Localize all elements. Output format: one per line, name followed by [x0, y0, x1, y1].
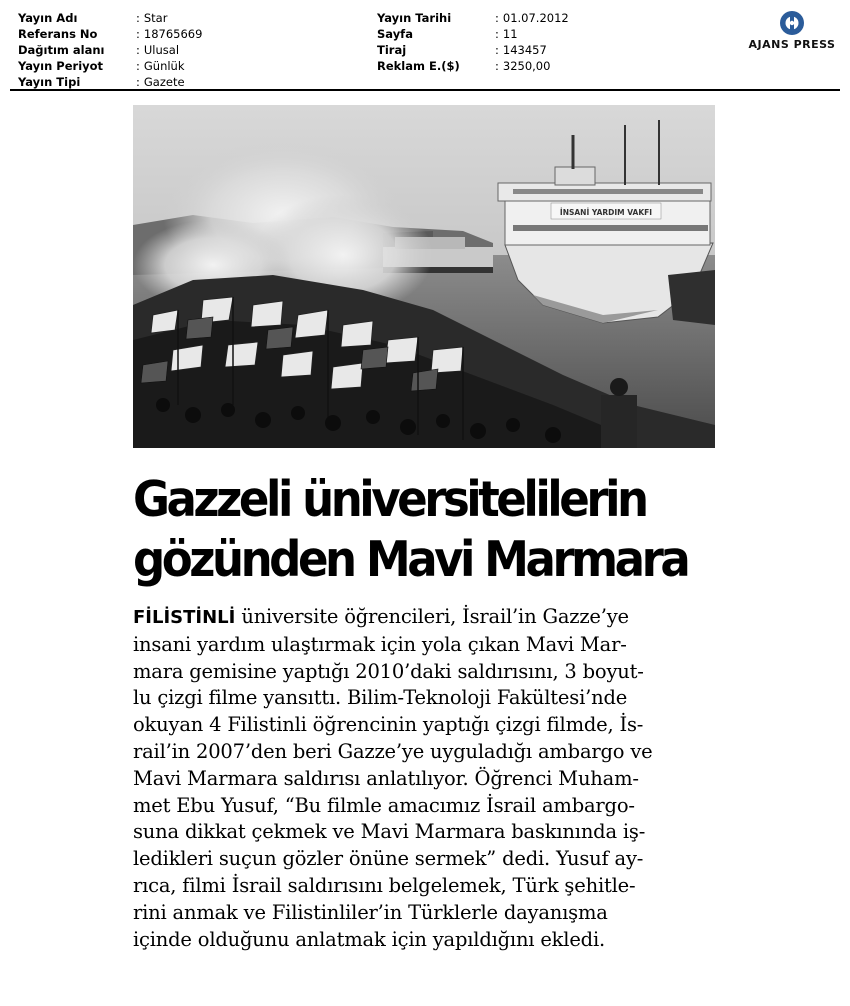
- article-line: suna dikkat çekmek ve Mavi Marmara baskınında iş-: [133, 820, 646, 844]
- first-line-text: üniversite öğrencileri, İsrail’in Gazze’ye: [235, 605, 629, 628]
- article-line: rini anmak ve Filistinliler’in Türklerle dayanışma: [133, 900, 608, 924]
- info-label: Referans No: [18, 27, 98, 41]
- article-body: [133, 604, 693, 953]
- info-row-date: [377, 10, 569, 26]
- info-label: Yayın Adı: [18, 11, 78, 25]
- ship-banner-text: İNSANİ YARDIM VAKFI: [559, 208, 653, 217]
- info-row-type: [18, 74, 202, 90]
- info-separator: :: [495, 11, 499, 25]
- article-headline: [133, 470, 688, 590]
- article-line: mara gemisine yaptığı 2010’daki saldırısını, 3 boyut-: [133, 659, 644, 683]
- info-row-ad-value: [377, 58, 569, 74]
- info-value: 01.07.2012: [502, 11, 569, 25]
- news-photo: [133, 105, 715, 448]
- info-row-publication-name: [18, 10, 202, 26]
- info-row-page: [377, 26, 569, 42]
- info-value: 18765669: [143, 27, 203, 41]
- ajans-press-logo-icon: [779, 10, 805, 36]
- info-separator: :: [136, 59, 140, 73]
- article-line: insani yardım ulaştırmak için yola çıkan Mavi Mar-: [133, 632, 627, 656]
- photo-crowd-and-ship: [133, 105, 715, 448]
- info-label: Yayın Tipi: [18, 75, 81, 89]
- info-label: Tiraj: [377, 43, 407, 57]
- info-value: Günlük: [143, 59, 185, 73]
- ajans-press-logo: [744, 10, 840, 51]
- info-label: Yayın Tarihi: [377, 11, 452, 25]
- article-line: met Ebu Yusuf, “Bu filmle amacımız İsrail ambargo-: [133, 793, 635, 817]
- article-line: rıca, filmi İsrail saldırısını belgelemek, Türk şehitle-: [133, 873, 636, 897]
- headline-line-1: Gazzeli üniversitelilerin: [133, 471, 646, 528]
- logo-text: AJANS PRESS: [748, 38, 836, 51]
- info-separator: :: [136, 43, 140, 57]
- lead-word: FİLİSTİNLİ: [133, 607, 236, 628]
- info-value: 3250,00: [502, 59, 551, 73]
- info-separator: :: [136, 75, 140, 89]
- headline-line-2: gözünden Mavi Marmara: [133, 531, 688, 588]
- info-value: 11: [502, 27, 518, 41]
- info-separator: :: [136, 11, 140, 25]
- info-value: Ulusal: [143, 43, 180, 57]
- publication-info-right: [377, 10, 569, 74]
- info-row-circulation: [377, 42, 569, 58]
- info-value: Star: [143, 11, 168, 25]
- article-line: lu çizgi filme yansıttı. Bilim-Teknoloji Fakültesi’nde: [133, 686, 628, 710]
- info-value: Gazete: [143, 75, 185, 89]
- info-separator: :: [495, 59, 499, 73]
- article-line: ledikleri suçun gözler önüne sermek” dedi. Yusuf ay-: [133, 847, 644, 871]
- article-line: Mavi Marmara saldırısı anlatılıyor. Öğrenci Muham-: [133, 766, 639, 790]
- header-divider: [10, 89, 840, 91]
- info-separator: :: [136, 27, 140, 41]
- info-row-distribution: [18, 42, 202, 58]
- info-label: Sayfa: [377, 27, 413, 41]
- article-line: [133, 604, 693, 632]
- article-line: okuyan 4 Filistinli öğrencinin yaptığı çizgi filmde, İs-: [133, 713, 644, 737]
- info-label: Yayın Periyot: [18, 59, 104, 73]
- publication-info-left: [18, 10, 202, 90]
- info-separator: :: [495, 27, 499, 41]
- info-row-reference-no: [18, 26, 202, 42]
- info-separator: :: [495, 43, 499, 57]
- info-label: Dağıtım alanı: [18, 43, 105, 57]
- info-value: 143457: [502, 43, 547, 57]
- article-line: içinde olduğunu anlatmak için yapıldığını ekledi.: [133, 927, 605, 951]
- article-line: rail’in 2007’den beri Gazze’ye uyguladığı ambargo ve: [133, 739, 653, 763]
- info-label: Reklam E.($): [377, 59, 460, 73]
- info-row-period: [18, 58, 202, 74]
